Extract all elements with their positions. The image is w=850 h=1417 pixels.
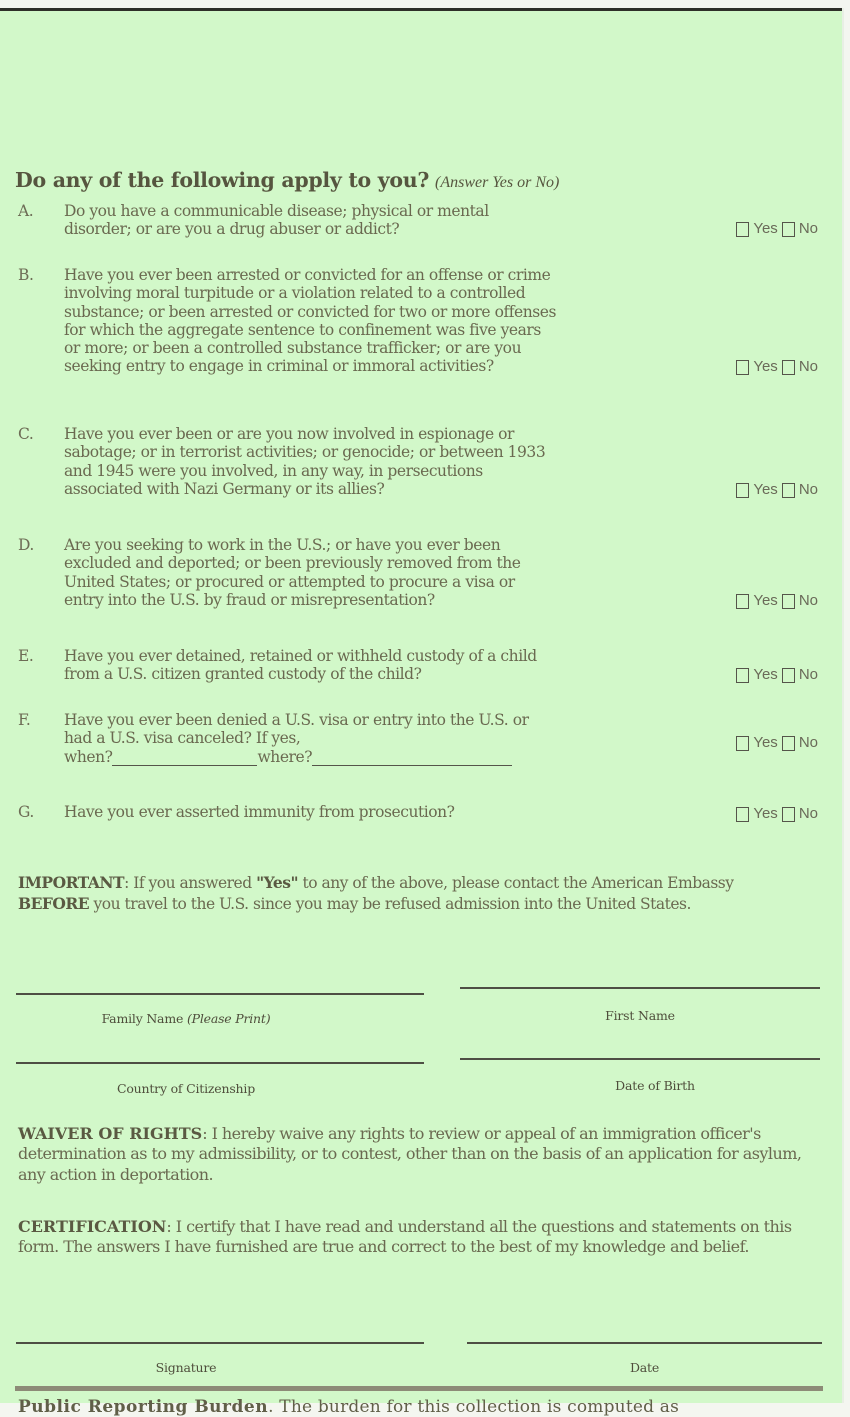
question-text: Do you have a communicable disease; physical or mental disorder; or are you a drug abuser or addict? [64,202,489,239]
burden-label: Public Reporting Burden [18,1397,269,1417]
yes-checkbox[interactable] [736,807,749,822]
country-input[interactable] [16,1062,424,1064]
signature-label: Signature [155,1360,217,1375]
no-checkbox[interactable] [782,736,795,751]
family-name-label [16,1011,356,1026]
yes-label: Yes [753,481,778,498]
yes-no-group [736,805,818,823]
question-a [18,202,828,239]
no-label: No [798,358,818,375]
important-notice [18,873,738,914]
yes-checkbox[interactable] [736,222,749,237]
no-label: No [798,805,818,822]
no-label: No [798,734,818,751]
yes-checkbox[interactable] [736,668,749,683]
no-checkbox[interactable] [782,360,795,375]
yes-checkbox[interactable] [736,736,749,751]
important-text: : If you answered [124,874,257,892]
yes-no-group [736,734,818,752]
no-label: No [798,220,818,237]
where-label: where? [257,747,313,766]
waiver-of-rights [18,1124,828,1185]
yes-label: Yes [753,666,778,683]
family-name-input[interactable] [16,993,424,995]
when-where-row [64,748,828,766]
important-text: you travel to the U.S. since you may be refused admission into the United States. [89,894,691,913]
question-f [18,711,828,766]
question-letter: F. [18,711,31,729]
waiver-label: WAIVER OF RIGHTS [18,1124,203,1143]
question-text: Have you ever detained, retained or withheld custody of a child from a U.S. citizen granted custody of the child? [64,647,537,684]
signature-input[interactable] [16,1342,424,1344]
yes-no-group [736,666,818,684]
certification-text: : I certify that I have read and understand all the questions and statements on this form. The answers I have furnished are true and correct to the best of my knowledge and belief. [18,1217,792,1257]
question-text: Have you ever asserted immunity from prosecution? [64,803,455,821]
question-letter: E. [18,647,34,665]
when-label: when? [64,747,113,766]
burden-text: . The burden for this collection is computed as [268,1397,680,1417]
question-letter: B. [18,266,34,284]
question-letter: A. [18,202,34,220]
no-label: No [798,592,818,609]
heading-text: Do any of the following apply to you? [15,168,430,192]
no-checkbox[interactable] [782,594,795,609]
yes-no-group [736,220,818,238]
yes-checkbox[interactable] [736,483,749,498]
important-before: BEFORE [18,893,90,913]
important-yes: "Yes" [256,873,299,892]
first-name-input[interactable] [460,987,820,989]
yes-no-group [736,592,818,610]
no-checkbox[interactable] [782,222,795,237]
form-page [0,8,842,1417]
where-input[interactable] [312,749,512,766]
yes-label: Yes [753,358,778,375]
when-input[interactable] [112,749,257,766]
question-e [18,647,828,684]
waiver-text: : I hereby waive any rights to review or appeal of an immigration officer's determination as to my admissibility, or to contest, other than on the basis of an application for asylum, any action in deportation. [18,1124,802,1184]
question-letter: D. [18,536,34,554]
no-checkbox[interactable] [782,483,795,498]
heading-hint: (Answer Yes or No) [435,174,560,191]
question-text: Are you seeking to work in the U.S.; or have you ever been excluded and deported; or been previously removed from the United States; or procured or attempted to procure a visa or entry into the U.S. by fraud or misrepresentation? [64,536,521,609]
important-label: IMPORTANT [18,873,125,892]
yes-no-group [736,358,818,376]
important-text: to any of the above, please contact the American Embassy [298,874,734,892]
question-text: Have you ever been arrested or convicted for an offense or crime involving moral turpitude or a violation related to a controlled substance; or been arrested or convicted for two or more offenses for which the aggregate sentence to confinement was five years or more; or been a controlled substance trafficker; or are you seeking entry to engage in criminal or immoral activities? [64,266,557,376]
yes-no-group [736,481,818,499]
question-d [18,536,828,609]
date-label: Date [629,1360,660,1375]
form-heading [15,168,559,192]
yes-label: Yes [753,805,778,822]
certification [18,1217,828,1258]
no-checkbox[interactable] [782,807,795,822]
yes-label: Yes [753,220,778,237]
certification-label: CERTIFICATION [18,1217,167,1236]
yes-checkbox[interactable] [736,594,749,609]
dob-label: Date of Birth [615,1078,695,1093]
family-name-hint: (Please Print) [186,1011,271,1026]
no-label: No [798,481,818,498]
public-reporting-burden [18,1397,828,1417]
country-label: Country of Citizenship [116,1081,256,1096]
question-text: Have you ever been denied a U.S. visa or entry into the U.S. or had a U.S. visa canceled? If yes, [64,711,529,748]
dob-input[interactable] [460,1058,820,1060]
question-c [18,425,828,498]
question-letter: G. [18,803,34,821]
question-letter: C. [18,425,34,443]
no-checkbox[interactable] [782,668,795,683]
question-text: Have you ever been or are you now involved in espionage or sabotage; or in terrorist activities; or genocide; or between 1933 and 1945 were you involved, in any way, in persecutions associated with Nazi Germany or its allies? [64,425,546,498]
family-name-text: Family Name [101,1011,184,1026]
yes-label: Yes [753,734,778,751]
question-b [18,266,828,376]
yes-label: Yes [753,592,778,609]
question-g [18,803,828,821]
no-label: No [798,666,818,683]
section-divider [15,1386,823,1391]
first-name-label: First Name [605,1008,675,1023]
yes-checkbox[interactable] [736,360,749,375]
date-input[interactable] [467,1342,822,1344]
